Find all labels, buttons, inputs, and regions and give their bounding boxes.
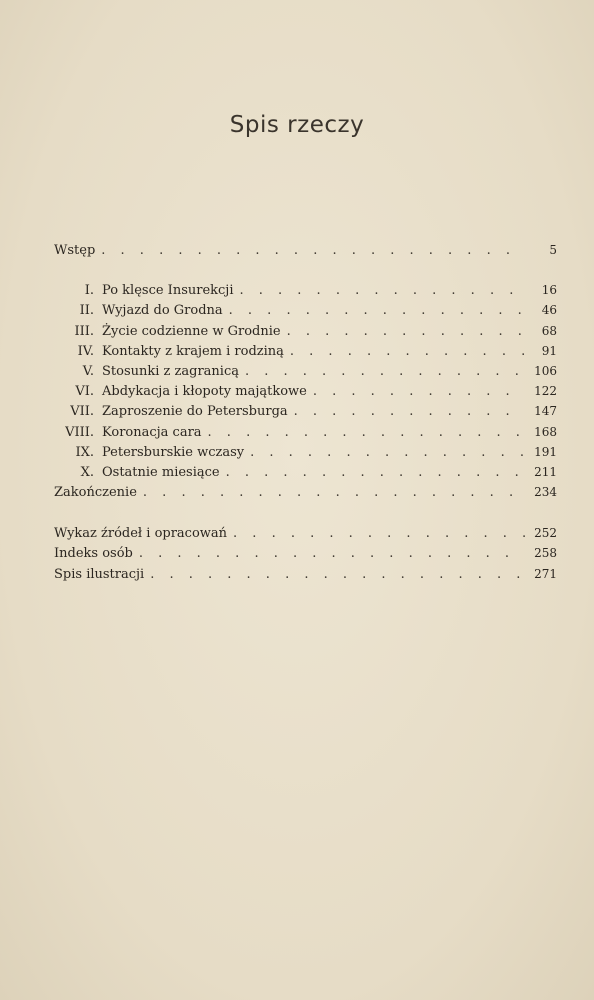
- toc-entry-chapter: [54, 422, 557, 442]
- entry-page: 106: [534, 363, 557, 378]
- toc-entry-chapter: [54, 321, 557, 341]
- chapter-number: VI.: [75, 384, 94, 400]
- entry-page: 147: [534, 404, 557, 419]
- dot-leader: [290, 342, 525, 362]
- toc-entry-appendix: [54, 564, 557, 584]
- dot-leader: [240, 281, 526, 301]
- toc-entry-chapter: [54, 462, 557, 482]
- toc-entry-intro: [54, 240, 557, 260]
- entry-page: 234: [534, 485, 557, 500]
- toc-entry-chapter: [54, 381, 557, 401]
- toc-entry-chapter: [54, 280, 557, 300]
- dot-leader: [226, 463, 525, 483]
- toc-entry-chapter: [54, 341, 557, 361]
- entry-page: 252: [534, 526, 557, 541]
- entry-page: 68: [541, 323, 557, 338]
- entry-page: 211: [534, 464, 557, 479]
- dot-leader: [250, 443, 525, 463]
- chapter-number: IX.: [75, 444, 94, 460]
- chapter-number: V.: [82, 363, 94, 379]
- entry-label: Koronacja cara: [102, 424, 202, 440]
- entry-page: 5: [549, 243, 557, 257]
- entry-label: Życie codzienne w Grodnie: [102, 323, 281, 339]
- entry-label: Zakończenie: [54, 485, 137, 501]
- entry-label: Po klęsce Insurekcji: [102, 283, 234, 299]
- toc-entry-conclusion: [54, 482, 557, 502]
- toc-entry-chapter: [54, 401, 557, 421]
- entry-page: 46: [541, 303, 557, 318]
- chapter-number: X.: [80, 464, 94, 480]
- entry-page: 191: [534, 444, 557, 459]
- entry-label: Petersburskie wczasy: [102, 444, 245, 460]
- entry-page: 16: [541, 283, 557, 298]
- chapter-number: III.: [74, 323, 94, 339]
- toc-entry-chapter: [54, 442, 557, 462]
- dot-leader: [143, 483, 525, 503]
- page-title: Spis rzeczy: [229, 112, 365, 138]
- entry-page: 168: [534, 424, 557, 439]
- dot-leader: [101, 241, 525, 261]
- entry-page: 271: [534, 566, 557, 581]
- chapter-number: IV.: [77, 343, 94, 359]
- dot-leader: [150, 565, 525, 585]
- chapter-number: VIII.: [65, 424, 94, 440]
- entry-label: Indeks osób: [54, 546, 133, 562]
- dot-leader: [233, 524, 525, 544]
- entry-label: Abdykacja i kłopoty majątkowe: [102, 384, 307, 400]
- entry-page: 122: [534, 384, 557, 399]
- dot-leader: [245, 362, 525, 382]
- entry-label: Ostatnie miesiące: [102, 464, 220, 480]
- entry-label: Stosunki z zagranicą: [102, 363, 239, 379]
- entry-label: Wyjazd do Grodna: [102, 303, 223, 319]
- dot-leader: [313, 382, 525, 402]
- dot-leader: [229, 301, 525, 321]
- entry-label: Wstęp: [54, 243, 96, 258]
- chapter-number: I.: [84, 283, 94, 299]
- table-of-contents: [54, 240, 557, 584]
- chapter-number: II.: [79, 303, 94, 319]
- dot-leader: [208, 423, 525, 443]
- toc-entry-chapter: [54, 300, 557, 320]
- dot-leader: [287, 322, 525, 342]
- chapter-number: VII.: [70, 404, 94, 420]
- entry-label: Zaproszenie do Petersburga: [102, 404, 288, 420]
- dot-leader: [294, 402, 525, 422]
- entry-page: 258: [534, 546, 557, 561]
- entry-label: Spis ilustracji: [54, 566, 145, 582]
- dot-leader: [139, 544, 525, 564]
- entry-page: 91: [541, 343, 557, 358]
- toc-entry-appendix: [54, 523, 557, 543]
- entry-label: Kontakty z krajem i rodziną: [102, 343, 284, 359]
- entry-label: Wykaz źródeł i opracowań: [54, 526, 228, 542]
- toc-entry-chapter: [54, 361, 557, 381]
- toc-entry-appendix: [54, 543, 557, 563]
